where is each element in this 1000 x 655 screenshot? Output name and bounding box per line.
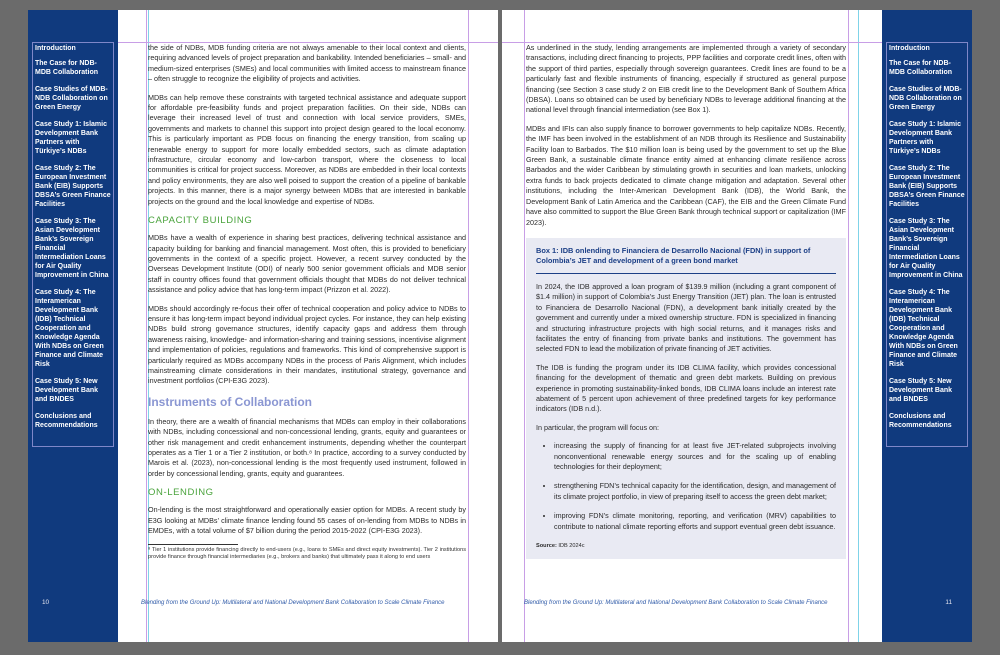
nav-item-case-study-1[interactable]: Case Study 1: Islamic Development Bank Partners with Türkiye’s NDBs: [35, 121, 107, 155]
left-sidebar-nav: [32, 42, 114, 447]
paragraph: MDBs should accordingly re-focus their offer of technical cooperation and policy advice to NDBs to ensure it has long-term impact beyond individual project cycles. For instance, they can help existing NDBs build strong governance structures, identify capacity gaps and address them through awareness raising, knowledge- and information-sharing and training sessions, incentivise alignment and implementation of policies, regulations and frameworks. This kind of comprehensive support is particularly required as MDBs accompany NDBs in the process of Paris Alignment, which includes mainstreaming climate considerations in their mandates, institutional strategy, governance and investment portfolios (CPI-E3G 2023).: [148, 303, 466, 386]
footnote: ⁸ Tier 1 institutions provide financing directly to end-users (e.g., loans to SMEs and direct equity investments). Tier 2 institutions provide finance through financial intermediaries (e.g., brokers and banks) that ultimately pass it along to end users: [148, 547, 466, 561]
paragraph: MDBs and IFIs can also supply finance to borrower governments to help capitalize NDBs. Recently, the IMF has been involved in the establishment of an NDB through its Resilience and Sustainability Facility loan to Barbados. The $10 million loan is being used by the government to set up the Blue Green Bank, a sustainable climate finance entity aimed at enhancing climate resilience across Barbados and the wider Caribbean by stimulating growth in securities and loan markets, unlocking extra funds to back projects dedicated to climate change mitigation and adaptation. Several other institutions, including the Inter-American Development Bank (IDB), the World Bank, the Development Bank of Latin America and the Caribbean (CAF), the EIB and the Green Climate Fund have also committed to support the Blue Green Bank through technical support or capitalization (IMF 2023).: [526, 123, 847, 227]
nav-item-introduction[interactable]: Introduction: [889, 45, 930, 52]
nav-item-case-study-2[interactable]: Case Study 2: The European Investment Bank (EIB) Supports DBSA’s Green Finance Facilities: [35, 165, 111, 208]
box-paragraph: The IDB is funding the program under its IDB CLIMA facility, which provides concessional financing for the development of thematic and green debt markets. Building on previous experience in promoting sustainability-linked bonds, IDB CLIMA loans include an interest rate abatement of 5 percent upon achievement of three predefined targets for key performance indicators (IDB n.d.).: [536, 362, 836, 414]
nav-item-conclusions[interactable]: Conclusions and Recommendations: [35, 413, 98, 429]
running-footer: Blending from the Ground Up: Multilateral and National Development Bank Collaboration to Scale Climate Finance: [524, 600, 828, 606]
box-bullet-list: [536, 441, 836, 532]
heading-on-lending: ON-LENDING: [148, 487, 214, 499]
paragraph: In theory, there are a wealth of financial mechanisms that MDBs can employ in their collaborations with NDBs, including concessional and non-concessional lending, grants, equity and guarantees or other risk management and credit enhancement instruments, depending whether the counterpart operates as a Tier 1 or a Tier 2 institution, or both.⁸ In practice, according to a survey conducted by Marois et al. (2023), non-concessional lending is the most frequently used instrument, followed in order by concessional lending, grants, equity and guarantees.: [148, 416, 466, 478]
box-1: [526, 238, 846, 560]
right-sidebar: [882, 10, 972, 642]
bullet-item: • increasing the supply of financing for at least five JET-related subprojects involving nonconventional renewable energy sources and for the scaling up of enabling technologies for their deployment;: [554, 441, 836, 472]
paragraph: the side of NDBs, MDB funding criteria are not always amenable to their local context and clients, requiring advanced levels of project preparation and bankability. Intended beneficiaries – small- and medium-sized enterprises (SMEs) and local communities with limited access to mainstream finance – often struggle to recognize the eligibility of projects and activities.: [148, 43, 466, 84]
paragraph: As underlined in the study, lending arrangements are implemented through a variety of secondary transactions, including direct financing to projects, PPP facilities and corporate credit lines, often with the support of third parties, especially through sovereign guarantees. Credit lines are found to be a particularly fast and flexible instruments of financing, especially if structured as general purpose financing (see Section 3 case study 2 on EIB credit line to the Development Bank of Southern Africa (DBSA). Loans so obtained can be used by beneficiary NDBs to leverage additional financing at the national level through financial intermediation (see Box 1).: [526, 43, 846, 115]
left-body-text: [148, 43, 466, 561]
nav-item-case-study-5[interactable]: Case Study 5: New Development Bank and BNDES: [889, 378, 953, 403]
guide-line: [468, 10, 469, 642]
running-footer: Blending from the Ground Up: Multilateral and National Development Bank Collaboration to Scale Climate Finance: [141, 600, 445, 606]
nav-item-case-study-2[interactable]: Case Study 2: The European Investment Bank (EIB) Supports DBSA’s Green Finance Facilities: [889, 165, 965, 208]
nav-item-conclusions[interactable]: Conclusions and Recommendations: [889, 413, 952, 429]
paragraph: MDBs have a wealth of experience in sharing best practices, delivering technical assistance and capacity building for banking and financial management. Most often, this is provided to beneficiary governments in the context of a specific project. However, a recent survey conducted by the Overseas Development Institute (ODI) of nearly 500 senior government officials and MDB senior staff in country offices found that government officials thought that MDBs do not deliver technical assistance and policy advice that has long-term impact (Prizzon et al. 2022).: [148, 233, 466, 295]
paragraph: MDBs can help remove these constraints with targeted technical assistance and adequate support for affordable pre-feasibility funds and project preparation facilities. On their side, NDBs can leverage their increased level of trust and connection with local service providers, SMEs, governments and markets to channel this support into project design geared to the local economy. This is particularly important as PDB focus on financing the energy transition, from scaling up renewable energy to support for more locally embedded sectors, such as climate adaptation infrastructure, circular economy and low-carbon transport, where the closeness to local communities is critical for project success. Moreover, as NDBs are embedded in their local contexts and policy environments, they are also well poised to support the creation of a pipeline of bankable projects. In this manner, there is a major synergy between MDBs that are interested in bankable projects on the ground and the local knowledge and expertise of NDBs.: [148, 92, 466, 206]
bullet-item: • improving FDN’s climate monitoring, reporting, and verification (MRV) capabilities to contribute to national climate reporting efforts and support eventual green debt issuance.: [554, 511, 836, 532]
heading-instruments-of-collaboration: Instruments of Collaboration: [148, 394, 313, 409]
right-sidebar-nav: [886, 42, 968, 447]
nav-item-case-studies[interactable]: Case Studies of MDB-NDB Collaboration on Green Energy: [889, 86, 962, 111]
nav-item-case-study-3[interactable]: Case Study 3: The Asian Development Bank’s Sovereign Financial Intermediation Loans for Air Quality Improvement in China: [889, 218, 963, 279]
paragraph: On-lending is the most straightforward and operationally easier option for MDBs. A recent study by E3G looking at MDBs’ climate finance lending found 55 cases of on-lending from MDBs to NDBs in EMDEs, with a total volume of $7 billion during the period 2015-2022 (CPI-E3G 2023).: [148, 505, 466, 536]
nav-item-case-studies[interactable]: Case Studies of MDB-NDB Collaboration on Green Energy: [35, 86, 108, 111]
page-number: 10: [42, 599, 50, 606]
nav-item-introduction[interactable]: Introduction: [35, 45, 76, 52]
box-title: Box 1: IDB onlending to Financiera de Desarrollo Nacional (FDN) in support of Colombia’s JET and development of a green bond market: [536, 246, 836, 274]
page-number: 11: [945, 599, 952, 606]
nav-item-case-study-4[interactable]: Case Study 4: The Interamerican Development Bank (IDB) Technical Cooperation and Knowledge Agenda With NDBs on Green Finance and Climate Risk: [35, 289, 104, 368]
left-sidebar: [28, 10, 118, 642]
guide-line: [146, 10, 147, 642]
bullet-item: • strengthening FDN’s technical capacity for the identification, design, and management of its climate project portfolio, in view of preparing itself to access the green debt market;: [554, 481, 836, 502]
guide-line: [524, 10, 525, 642]
box-paragraph: In particular, the program will focus on:: [536, 422, 660, 432]
box-paragraph: In 2024, the IDB approved a loan program of $139.9 million (including a grant component of $1.4 million) in support of Colombia’s Just Energy Transition (JET) plan. The loan is entrusted to Financiera de Desarrollo Nacional (FDN), a development bank initially created by the government and currently under a mixed ownership structure. FDN is specialized in financing and structuring infrastructure projects with high social returns, and it manages risks and facilitates the entry of financing from private banks and institutions. The government has selected FDN to lead the mobilization of private financing of JET activities.: [536, 281, 836, 354]
right-body-text: [526, 43, 846, 559]
nav-item-case-study-4[interactable]: Case Study 4: The Interamerican Development Bank (IDB) Technical Cooperation and Knowledge Agenda With NDBs on Green Finance and Climate Risk: [889, 289, 958, 368]
heading-capacity-building: CAPACITY BUILDING: [148, 215, 253, 227]
right-page: [502, 10, 972, 642]
source-text: IDB 2024c: [558, 543, 585, 550]
left-page: [28, 10, 498, 642]
guide-line: [858, 10, 859, 642]
nav-item-case-study-5[interactable]: Case Study 5: New Development Bank and BNDES: [35, 378, 99, 403]
footnote-rule: [148, 544, 238, 545]
box-source: [536, 541, 836, 551]
nav-item-case-for-collaboration[interactable]: The Case for NDB-MDB Collaboration: [889, 60, 952, 76]
nav-item-case-for-collaboration[interactable]: The Case for NDB-MDB Collaboration: [35, 60, 98, 76]
nav-item-case-study-1[interactable]: Case Study 1: Islamic Development Bank Partners with Türkiye’s NDBs: [889, 121, 961, 155]
source-label: Source:: [536, 543, 557, 550]
guide-line: [848, 10, 849, 642]
nav-item-case-study-3[interactable]: Case Study 3: The Asian Development Bank’s Sovereign Financial Intermediation Loans for Air Quality Improvement in China: [35, 218, 109, 279]
